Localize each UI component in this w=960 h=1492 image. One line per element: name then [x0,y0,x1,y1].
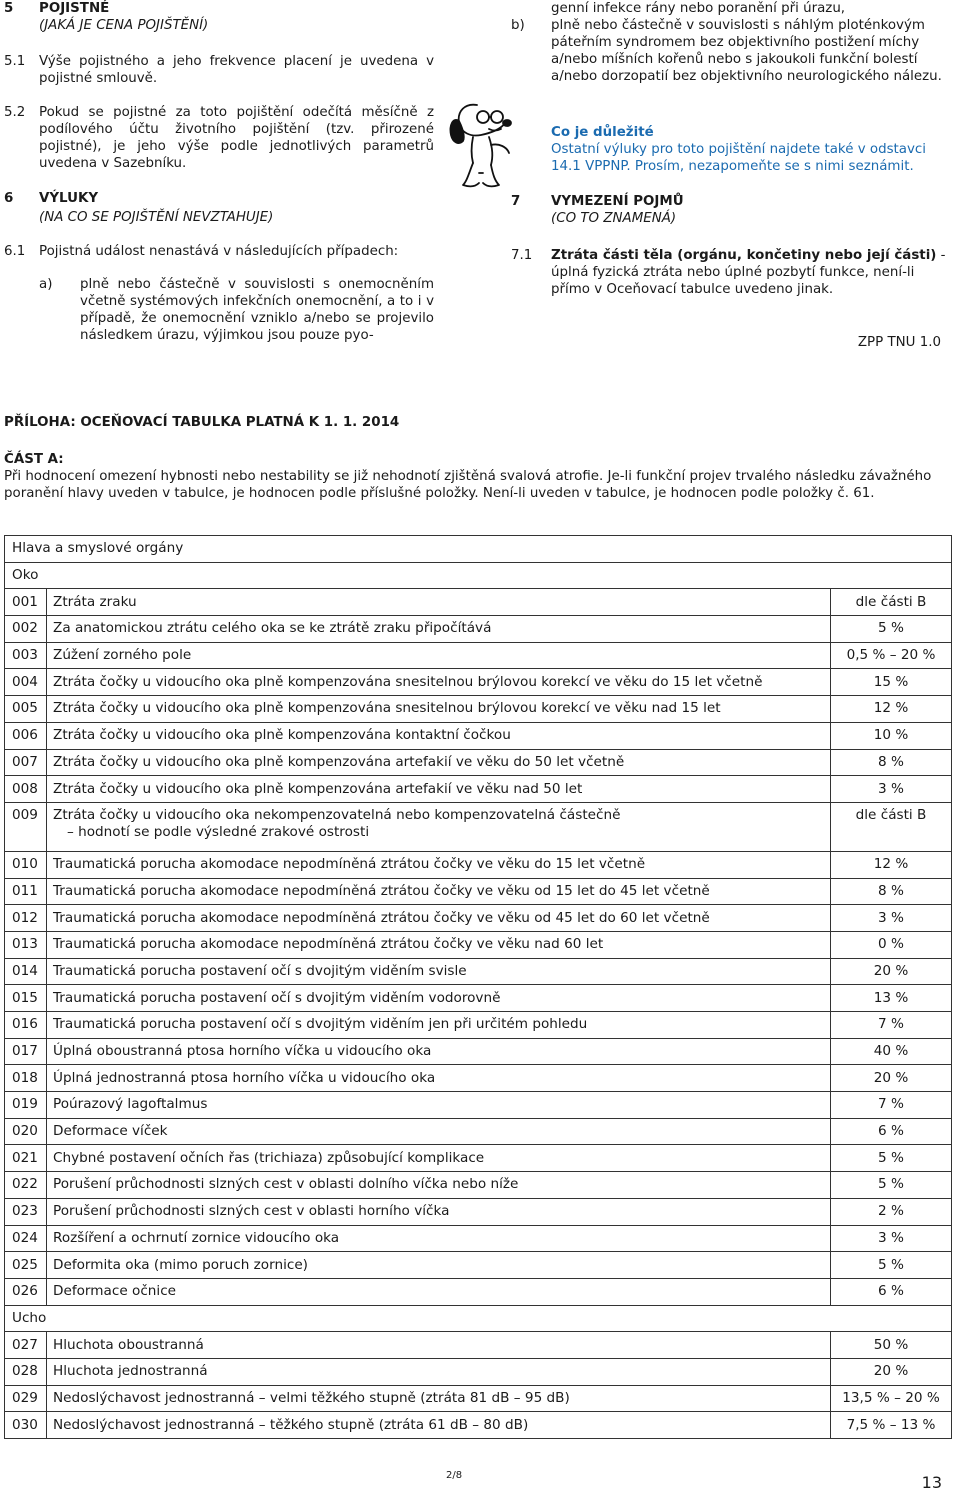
section-5-1-number: 5.1 [4,54,26,69]
row-desc: Traumatická porucha akomodace nepodmíněná ztrátou čočky ve věku od 15 let do 45 let včetně [47,878,831,905]
row-value: 5 % [831,616,952,643]
table-row [5,1278,952,1305]
row-desc: Zúžení zorného pole [47,642,831,669]
table-row [5,1225,952,1252]
table-row [5,1012,952,1039]
table-row [5,749,952,776]
table-row [5,669,952,696]
row-value: dle části B [831,589,952,616]
row-desc: Deformace očnice [47,1278,831,1305]
section-5-number: 5 [4,1,14,16]
row-value: 12 % [831,696,952,723]
section-5-2 [4,104,434,172]
row-value: 15 % [831,669,952,696]
section-5-1-text: Výše pojistného a jeho frekvence placení je uvedena v pojistné smlouvě. [39,54,434,86]
table-row [5,1412,952,1439]
exclusion-b [511,17,951,85]
row-code: 019 [5,1092,47,1119]
row-value: 7 % [831,1012,952,1039]
row-value: 20 % [831,958,952,985]
page-number: 13 [921,1473,942,1492]
row-code: 014 [5,958,47,985]
table-row [5,589,952,616]
row-desc: Traumatická porucha postavení očí s dvojitým viděním jen při určitém pohledu [47,1012,831,1039]
exclusion-a [39,276,434,344]
row-desc: Chybné postavení očních řas (trichiaza) způsobující komplikace [47,1145,831,1172]
row-code: 008 [5,776,47,803]
section-5-2-text: Pokud se pojistné za toto pojištění odečítá měsíčně z podílového účtu životního pojištění (tzv. přirozené pojistné), je jeho výše podle jednotlivých parametrů uvedena v Sazebníku. [39,105,434,171]
section-6-number: 6 [4,191,14,206]
section-7-1 [511,247,951,298]
row-desc: Deformita oka (mimo poruch zornice) [47,1252,831,1279]
table-row [5,1092,952,1119]
table-row [5,642,952,669]
table-row [5,1385,952,1412]
row-desc: Traumatická porucha akomodace nepodmíněná ztrátou čočky ve věku do 15 let včetně [47,851,831,878]
row-desc: Ztráta čočky u vidoucího oka plně kompenzována kontaktní čočkou [47,722,831,749]
row-code: 017 [5,1038,47,1065]
table-row [5,1038,952,1065]
row-code: 026 [5,1278,47,1305]
row-code: 023 [5,1198,47,1225]
row-desc: Poúrazový lagoftalmus [47,1092,831,1119]
row-desc: Traumatická porucha akomodace nepodmíněná ztrátou čočky ve věku nad 60 let [47,931,831,958]
row-value: 13 % [831,985,952,1012]
row-code: 006 [5,722,47,749]
table-row [5,1358,952,1385]
section-6-subtitle: (NA CO SE POJIŠTĚNÍ NEVZTAHUJE) [39,210,274,225]
row-code: 021 [5,1145,47,1172]
document-code: ZPP TNU 1.0 [857,335,941,350]
row-value: 3 % [831,776,952,803]
row-value: 3 % [831,905,952,932]
row-code: 015 [5,985,47,1012]
exclusion-b-text: plně nebo částečně v souvislosti s náhlým ploténkovým páteřním syndromem bez objektivního postižení míchy a/nebo míšních kořenů nebo s jakoukoli funkční bolestí a/nebo dorzopatií bez objektivního neurologického nálezu. [551,18,942,84]
row-value: 5 % [831,1145,952,1172]
table-row [5,1118,952,1145]
section-7-1-number: 7.1 [511,248,533,263]
snoopy-illustration [443,95,515,191]
exclusion-a-continued-text: genní infekce rány nebo poranění při úrazu, [551,1,846,16]
row-desc: Hluchota jednostranná [47,1358,831,1385]
section-ear: Ucho [5,1305,952,1332]
row-value: 6 % [831,1118,952,1145]
row-desc: Ztráta zraku [47,589,831,616]
row-code: 016 [5,1012,47,1039]
section-6-1 [4,243,434,260]
row-value: 40 % [831,1038,952,1065]
row-value: 20 % [831,1358,952,1385]
table-header-row [5,536,952,563]
section-eye: Oko [5,562,952,589]
table-row [5,1198,952,1225]
section-7-number: 7 [511,194,521,209]
row-code: 013 [5,931,47,958]
row-value: 6 % [831,1278,952,1305]
row-value: 50 % [831,1332,952,1359]
table-row [5,1172,952,1199]
row-desc: Ztráta čočky u vidoucího oka plně kompenzována artefakií ve věku nad 50 let [47,776,831,803]
table-row [5,802,952,851]
table-row [5,958,952,985]
table-row [5,1145,952,1172]
exclusion-a-continued [551,0,951,17]
row-code: 025 [5,1252,47,1279]
section-6-1-text: Pojistná událost nenastává v následujících případech: [39,244,399,259]
row-desc: Nedoslýchavost jednostranná – velmi těžkého stupně (ztráta 81 dB – 95 dB) [47,1385,831,1412]
table-row [5,722,952,749]
row-code: 007 [5,749,47,776]
row-desc: Za anatomickou ztrátu celého oka se ke ztrátě zraku připočítává [47,616,831,643]
row-desc: Traumatická porucha postavení očí s dvojitým viděním svisle [47,958,831,985]
row-desc: Traumatická porucha akomodace nepodmíněná ztrátou čočky ve věku od 45 let do 60 let včetně [47,905,831,932]
section-7-1-term: Ztráta části těla (orgánu, končetiny nebo její části) [551,248,937,263]
section-5-subtitle: (JAKÁ JE CENA POJIŠTĚNÍ) [39,18,209,33]
table-row [5,776,952,803]
exclusion-a-label: a) [39,277,53,292]
row-value: 7 % [831,1092,952,1119]
important-note-text: Ostatní výluky pro toto pojištění najdete také v odstavci 14.1 VPPNP. Prosím, nezapomeňte se s nimi seznámit. [551,142,927,174]
row-value: 0 % [831,931,952,958]
section-5-title: POJISTNÉ [39,1,110,16]
row-desc: Rozšíření a ochrnutí zornice vidoucího oka [47,1225,831,1252]
row-value: 0,5 % – 20 % [831,642,952,669]
row-desc: Úplná jednostranná ptosa horního víčka u vidoucího oka [47,1065,831,1092]
row-value: 13,5 % – 20 % [831,1385,952,1412]
row-code: 029 [5,1385,47,1412]
row-code: 005 [5,696,47,723]
row-desc-line-1: Ztráta čočky u vidoucího oka nekompenzovatelná nebo kompenzovatelná částečně [53,806,621,823]
row-code: 010 [5,851,47,878]
row-desc: Deformace víček [47,1118,831,1145]
table-row [5,905,952,932]
row-code: 030 [5,1412,47,1439]
section-7 [511,193,951,227]
section-7-1-text: - úplná fyzická ztráta nebo úplné pozbytí funkce, není-li přímo v Oceňovací tabulce uvedeno jinak. [551,248,946,297]
table-row [5,616,952,643]
section-5-1 [4,53,434,87]
row-value: 2 % [831,1198,952,1225]
table-row [5,1252,952,1279]
part-a-title: ČÁST A: [4,452,64,467]
row-desc: Nedoslýchavost jednostranná – těžkého stupně (ztráta 61 dB – 80 dB) [47,1412,831,1439]
row-value: 12 % [831,851,952,878]
row-desc: Hluchota oboustranná [47,1332,831,1359]
row-value: 8 % [831,749,952,776]
row-code: 009 [5,802,47,851]
part-a-text: Při hodnocení omezení hybnosti nebo nestability se již nehodnotí zjištěná svalová atrofie. Je-li funkční projev trvalého následku závažného poranění hlavy uveden v tabulce, je hodnocen podle příslušné položky. Není-li uveden v tabulce, je hodnocen podle položky č. 61. [4,469,932,501]
row-desc: Ztráta čočky u vidoucího oka plně kompenzována snesitelnou brýlovou korekcí ve věku nad 15 let [47,696,831,723]
table-row [5,1065,952,1092]
row-code: 001 [5,589,47,616]
section-row-ear [5,1305,952,1332]
valuation-table [4,535,952,1439]
row-code: 024 [5,1225,47,1252]
row-desc: Ztráta čočky u vidoucího oka plně kompenzována artefakií ve věku do 50 let včetně [47,749,831,776]
row-value: 8 % [831,878,952,905]
exclusion-a-text: plně nebo částečně v souvislosti s onemocněním včetně systémových infekčních onemocnění, a to i v případě, že onemocnění vzniklo a/nebo se projevilo následkem úrazu, výjimkou jsou pouze pyo- [80,277,434,343]
row-code: 004 [5,669,47,696]
row-code: 027 [5,1332,47,1359]
section-5 [4,0,434,34]
table-row [5,1332,952,1359]
row-value: 10 % [831,722,952,749]
row-value: 3 % [831,1225,952,1252]
row-desc: Ztráta čočky u vidoucího oka plně kompenzována snesitelnou brýlovou korekcí ve věku do 15 let včetně [47,669,831,696]
row-code: 020 [5,1118,47,1145]
row-code: 022 [5,1172,47,1199]
appendix-title: PŘÍLOHA: OCEŇOVACÍ TABULKA PLATNÁ K 1. 1. 2014 [4,415,400,430]
row-code: 028 [5,1358,47,1385]
row-code: 012 [5,905,47,932]
row-value: dle části B [831,802,952,851]
row-desc: Porušení průchodnosti slzných cest v oblasti dolního víčka nebo níže [47,1172,831,1199]
important-note [551,124,951,175]
row-code: 011 [5,878,47,905]
table-row [5,851,952,878]
exclusion-b-label: b) [511,18,525,33]
section-7-1-paragraph [551,247,951,298]
section-7-subtitle: (CO TO ZNAMENÁ) [551,211,677,226]
section-7-title: VYMEZENÍ POJMŮ [551,194,684,209]
row-desc: Porušení průchodnosti slzných cest v oblasti horního víčka [47,1198,831,1225]
table-row [5,931,952,958]
row-value: 20 % [831,1065,952,1092]
row-code: 002 [5,616,47,643]
table-header: Hlava a smyslové orgány [5,536,952,563]
table-row [5,985,952,1012]
table-row [5,878,952,905]
row-desc: Úplná oboustranná ptosa horního víčka u vidoucího oka [47,1038,831,1065]
section-6-title: VÝLUKY [39,191,99,206]
row-desc-line-2: – hodnotí se podle výsledné zrakové ostrosti [67,823,370,840]
row-value: 5 % [831,1172,952,1199]
row-desc: Traumatická porucha postavení očí s dvojitým viděním vodorovně [47,985,831,1012]
row-value: 7,5 % – 13 % [831,1412,952,1439]
section-5-2-number: 5.2 [4,105,26,120]
page-fraction: 2/8 [446,1470,463,1481]
row-desc [47,802,831,851]
important-note-title: Co je důležité [551,125,654,140]
row-code: 018 [5,1065,47,1092]
row-code: 003 [5,642,47,669]
row-value: 5 % [831,1252,952,1279]
section-6-1-number: 6.1 [4,244,26,259]
section-row-eye [5,562,952,589]
section-6 [4,190,434,226]
table-row [5,696,952,723]
